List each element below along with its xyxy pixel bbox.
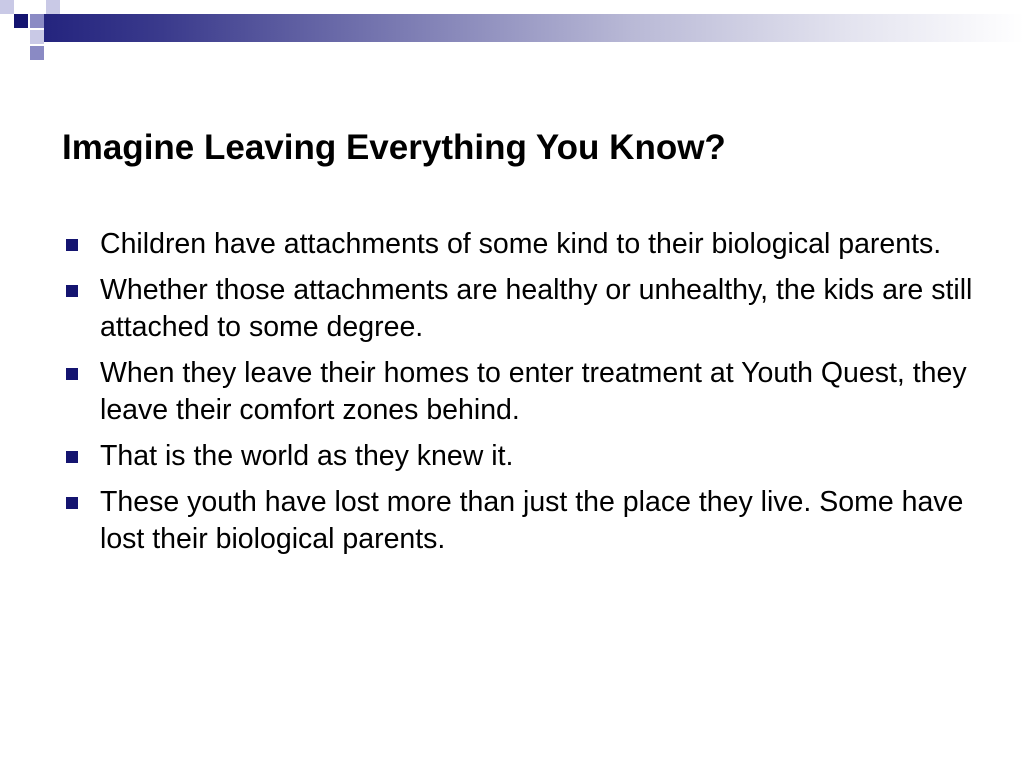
slide-title: Imagine Leaving Everything You Know? <box>62 128 726 167</box>
bullet-text: Children have attachments of some kind to their biological parents. <box>100 228 942 260</box>
decor-square <box>46 0 60 14</box>
bullet-text: When they leave their homes to enter treatment at Youth Quest, they leave their comfort zones behind. <box>100 357 967 426</box>
bullet-item <box>60 355 980 429</box>
decor-square <box>30 14 44 28</box>
decor-square <box>0 0 14 14</box>
bullet-item <box>60 484 980 558</box>
bullet-item <box>60 226 980 263</box>
square-bullet-icon <box>66 368 78 380</box>
bullet-item <box>60 438 980 475</box>
decor-square <box>14 30 28 44</box>
square-bullet-icon <box>66 239 78 251</box>
bullet-text: That is the world as they knew it. <box>100 440 514 472</box>
bullet-text: Whether those attachments are healthy or unhealthy, the kids are still attached to some degree. <box>100 274 973 343</box>
decor-square <box>30 30 44 44</box>
decor-square <box>14 14 28 28</box>
bullet-list <box>60 226 980 567</box>
bullet-item <box>60 272 980 346</box>
bullet-text: These youth have lost more than just the place they live. Some have lost their biological parents. <box>100 486 964 555</box>
header-gradient-band <box>44 14 1024 42</box>
square-bullet-icon <box>66 285 78 297</box>
square-bullet-icon <box>66 497 78 509</box>
decor-square <box>30 46 44 60</box>
square-bullet-icon <box>66 451 78 463</box>
